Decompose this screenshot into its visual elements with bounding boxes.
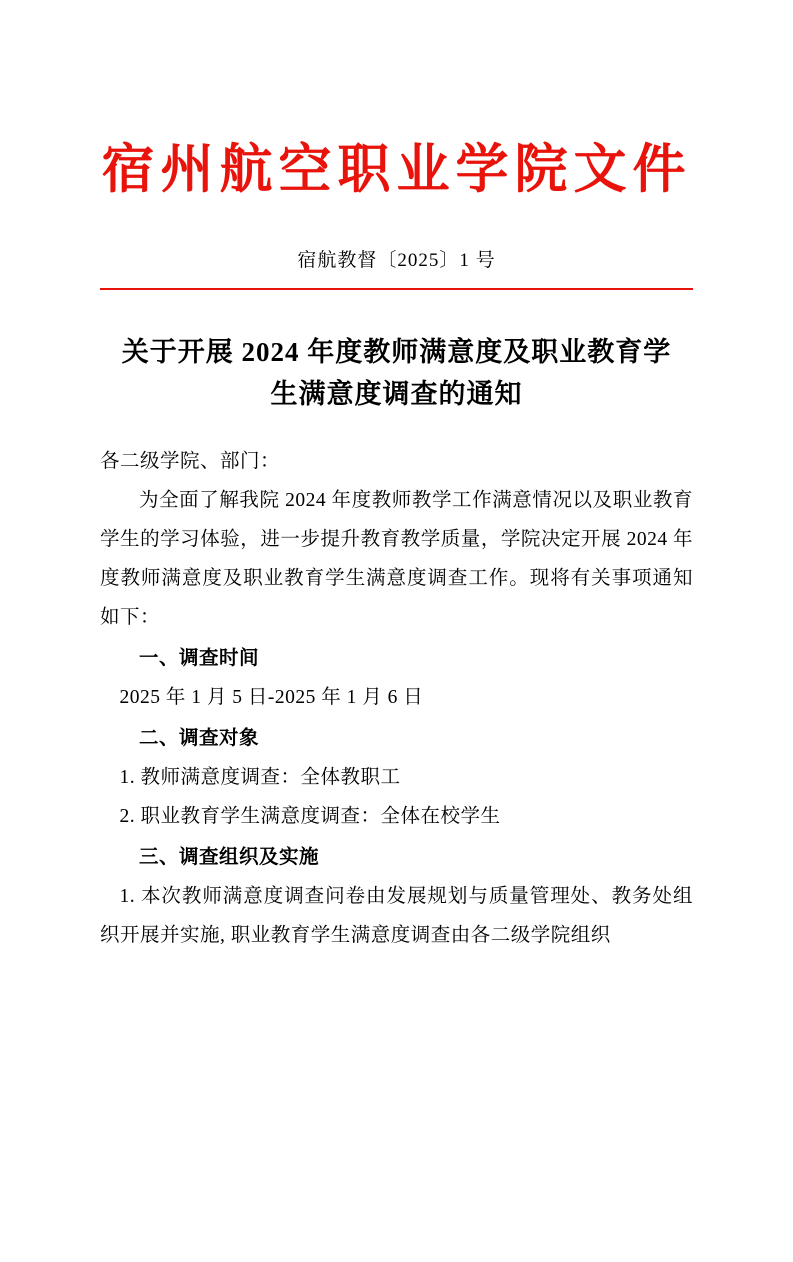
section-heading-2: 二、调查对象 — [139, 728, 260, 750]
page-title: 关于开展 2024 年度教师满意度及职业教育学生满意度调查的通知 — [121, 337, 672, 410]
red-divider-rule — [100, 288, 693, 291]
section-2-item-1: 1. 教师满意度调查：全体教职工 — [119, 767, 401, 789]
section-heading-3: 三、调查组织及实施 — [139, 847, 320, 869]
section-3-item-1: 1. 本次教师满意度调查问卷由发展规划与质量管理处、教务处组织开展并实施, 职业教育学生满意度调查由各二级学院组织 — [100, 886, 693, 947]
intro-paragraph: 为全面了解我院 2024 年度教师教学工作满意情况以及职业教育学生的学习体验，进一步提升教育教学质量，学院决定开展 2024 年度教师满意度及职业教育学生满意度调查工作。现将有关事项通知如下： — [100, 490, 693, 629]
salutation: 各二级学院、部门： — [100, 451, 281, 473]
document-page — [0, 140, 793, 1262]
document-body — [100, 442, 693, 955]
section-heading-1: 一、调查时间 — [139, 648, 260, 670]
document-masthead: 宿州航空职业学院文件 — [101, 139, 692, 200]
section-2-item-2: 2. 职业教育学生满意度调查：全体在校学生 — [119, 806, 501, 828]
document-number: 宿航教督〔2025〕1 号 — [297, 249, 496, 271]
section-1-item-1: 2025 年 1 月 5 日-2025 年 1 月 6 日 — [119, 687, 424, 709]
